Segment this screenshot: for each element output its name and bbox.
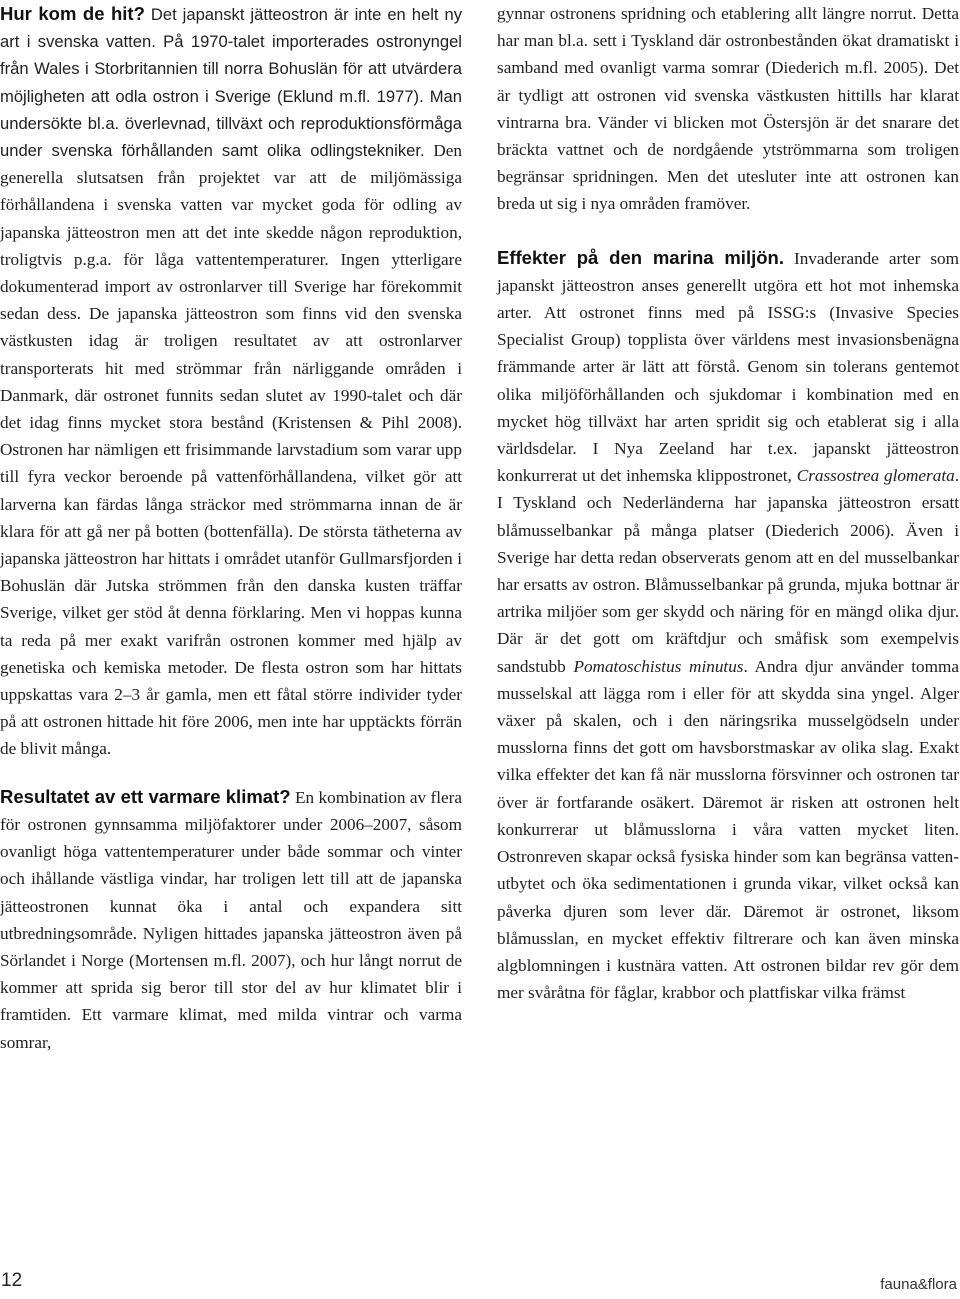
body-text: En kombination av flera för ostronen gynnsamma miljöfaktorer under 2006–2007, såsom ovanligt höga vattentemperaturer under både sommar och vinter och ihållande västliga vindar, har troligen lett till att de japanska jätteostronen kunnat öka i antal och expandera sitt utbredningsområde. Nyligen hittades japanska jätteostron även på Sörlandet i Norge (Mortensen m.fl. 2007), och hur långt norrut de kommer att sprida sig beror till stor del av hur klimatet blir i framtiden. Ett varmare klimat, med milda vintrar och varma somrar, — [0, 787, 462, 1052]
continued-paragraph — [497, 0, 959, 218]
body-text: Den generella slutsatsen från projektet var att de miljömässiga förhållandena i svenska vatten var mycket goda för odling av japanska jätteostron men att det inte skedde någon reproduktion, troligtvis p.g.a. för låga vattentemperaturer. Ingen ytterligare dokumenterad import av ostronlarver till Sverige har förekommit sedan dess. De japanska jätteostron som finns vid den svenska västkusten idag är troligen resultatet av att ostronlarver transporterats hit med strömmar från närliggande områden i Danmark, där ostronet funnits sedan slutet av 1990-talet och där det idag finns mycket stora bestånd (Kristensen & Pihl 2008). Ostronen har nämligen ett frisimmande larvstadium som varar upp till fyra veckor beroende på vattenförhållandena, vilket gör att larverna kan färdas långa sträckor med strömmarna innan de är klara för att gå ner på botten (bottenfälla). De största tätheterna av japanska jätteostron har hittats i området utanför Gullmarsfjorden i Bohuslän där Jutska strömmen från den danska kusten träffar Sverige, vilket ger stöd åt denna förklaring. Men vi hoppas kunna ta reda på mer exakt varifrån ostronen kommer med hjälp av genetiska och kemiska metoder. De flesta ostron som har hittats uppskattas vara 2–3 år gamla, men ett fåtal större individer tyder på att ostronen hittade hit före 2006, men inte har upptäckts förrän de blivit många. — [0, 141, 463, 759]
body-text: Det japanskt jätteostron är inte en helt ny art i svenska vatten. På 1970-talet importerades ostronyngel från Wales i Storbritannien till norra Bohuslän för att utvärdera möjligheten att odla ostron i Sverige (Eklund m.fl. 1977). Man undersökte bl.a. överlevnad, tillväxt och reproduktionsförmåga under svenska förhållanden samt olika odlingstekniker. — [0, 5, 462, 161]
section-varmare-klimat — [0, 783, 462, 1056]
page-number: 12 — [1, 1270, 23, 1291]
species-name: Crassostrea glomerata — [796, 466, 955, 486]
heading-effekter: Effekter på den marina miljön. — [497, 246, 784, 268]
magazine-logo: fauna&flora — [880, 1276, 957, 1293]
body-text: . Andra djur använder tomma musselskal att lägga rom i eller för att skydda sina yngel. Alger växer på skalen, och i den näringsrika musselgödseln under musslorna finns det gott om havsborstmaskar av olika slag. Exakt vilka effekter det kan få när musslorna försvinner och ostronen tar över är fortfarande osäkert. Däremot är risken att ostronen helt konkurrerar ut blåmusslorna i våra vatten mycket liten. Ostronreven skapar också fysiska hinder som kan begränsa vattenutbytet och öka sedimentationen i grunda vikar, vilket också kan påverka djuren som lever där. Däremot är ostronet, liksom blåmusslan, en mycket effektiv filtrerare och kan även minska algblomningen i kustnära vatten. Att ostronen bildar rev gör dem mer svåråtna för fåglar, krabbor och plattfiskar vilka främst — [497, 656, 959, 1003]
heading-varmare-klimat: Resultatet av ett varmare klimat? — [0, 785, 291, 807]
heading-hur-kom-de-hit: Hur kom de hit? — [0, 3, 145, 24]
body-text: Invaderande arter som japanskt jätteostron anses generellt utgöra ett hot mot inhemska arter. Att ostronet finns med på ISSG:s (Invasive Species Specialist Group) topplista över världens mest invasionsbenägna främmande arter är lätt att förstå. Genom sin tolerans gentemot olika miljöförhållanden och sjukdomar i kombination med en mycket hög tillväxt har arten spridit sig och etablerat sig i alla världsdelar. I Nya Zeeland har t.ex. japanskt jätteostron konkurrerat ut det inhemska klippostronet, — [497, 248, 960, 486]
species-name: Pomatoschistus minutus — [573, 656, 744, 676]
left-column — [0, 0, 462, 1056]
body-text: gynnar ostronens spridning och etablering allt längre norrut. Detta har man bl.a. sett i Tyskland där ostronbestånden ökat dramatiskt i samband med ovanligt varma somrar (Diederich m.fl. 2005). Det är tydligt att ostronen vid svenska västkusten hittills har klarat vintrarna bra. Vänder vi blicken mot Östersjön är det snarare det bräckta vattnet och de nordgående ytströmmarna som troligen begränsar spridningen. Men det utesluter inte att ostronen kan breda ut sig i nya områden framöver. — [497, 4, 959, 214]
body-text: . I Tyskland och Nederländerna har japanska jätteostron ersatt blåmusselbankar på många platser (Diederich 2006). Även i Sverige har detta redan observerats genom att en del musselbankar har ersatts av ostron. Blåmusselbankar på grunda, mjuka bottnar är artrika miljöer som ger skydd och näring för en mängd olika djur. Där är det gott om kräftdjur och småfisk som exempelvis sandstubb — [497, 466, 960, 676]
section-effekter — [497, 244, 959, 1007]
right-column — [497, 0, 959, 1006]
section-hur-kom-de-hit — [0, 0, 462, 763]
